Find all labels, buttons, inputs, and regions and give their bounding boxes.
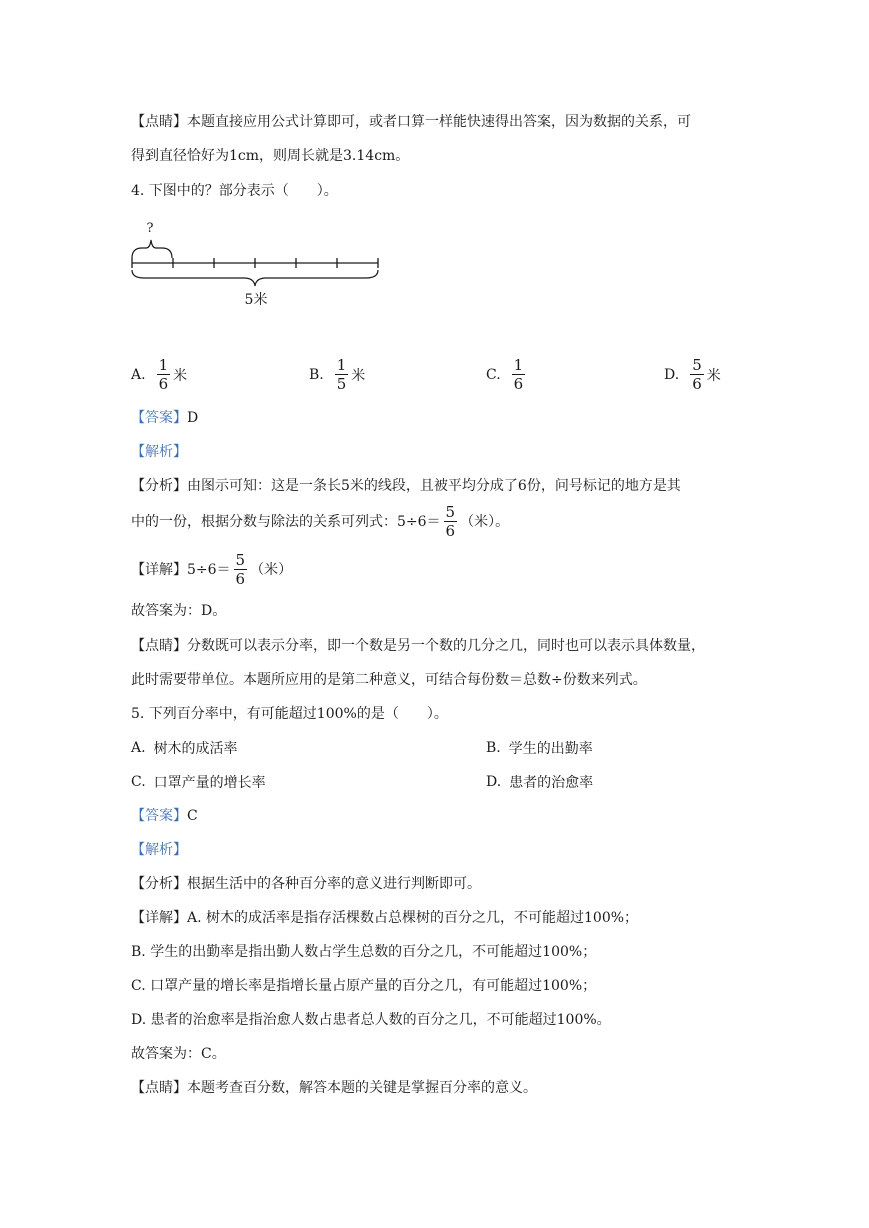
answer-tag: 【答案】 [131,808,187,824]
q4-option-c: C. $\frac{1}{6}$ [486,356,524,393]
fraction: $\frac{1}{5}$ [336,356,347,393]
fraction: $\frac{5}{6}$ [445,503,456,540]
fenxi-tag: 【分析】 [131,478,187,494]
q5-fenxi: 【分析】根据生活中的各种百分率的意义进行判断即可。 [131,876,481,892]
q5-xiangjie-b: B. 学生的出勤率是指出勤人数占学生总数的百分之几，不可能超过100%； [131,944,597,960]
q5-option-c: C. 口罩产量的增长率 [131,774,266,791]
q4-dianjing-line2: 此时需要带单位。本题所应用的是第二种意义，可结合每份数＝总数÷份数来列式。 [131,672,647,688]
fraction: $\frac{1}{6}$ [513,356,524,393]
q4-total-label: 5米 [244,292,268,308]
q5-stem: 5. 下列百分率中，有可能超过100%的是（ ）。 [131,706,448,722]
q5-xiangjie-d: D. 患者的治愈率是指治愈人数占患者总人数的百分之几，不可能超过100%。 [131,1012,611,1028]
fenxi-tag: 【分析】 [131,876,187,892]
q4-option-d: D. $\frac{5}{6}$ 米 [664,356,721,393]
q4-answer: 【答案】D [131,410,199,426]
q5-option-a: A. 树木的成活率 [131,740,238,757]
q5-answer: 【答案】C [131,808,198,824]
q5-option-d: D. 患者的治愈率 [486,774,594,791]
dianjing-tag: 【点睛】 [131,638,187,654]
fraction: $\frac{5}{6}$ [235,551,246,588]
q4-stem: 4. 下图中的？部分表示（ ）。 [131,183,338,199]
jiexi-tag: 【解析】 [131,444,187,460]
q4-fenxi-line1: 【分析】由图示可知：这是一条长5米的线段，且被平均分成了6份，问号标记的地方是其 [131,478,681,494]
q4-jiexi [131,442,187,462]
prev-dianjing-line1: 【点睛】本题直接应用公式计算即可，或者口算一样能快速得出答案，因为数据的关系，可 [131,114,691,130]
dianjing-tag: 【点睛】 [131,114,187,130]
q5-jiexi [131,840,187,860]
prev-dianjing-line2: 得到直径恰好为1cm，则周长就是3.14cm。 [131,148,410,164]
jiexi-tag: 【解析】 [131,842,187,858]
q5-xiangjie-a: 【详解】A. 树木的成活率是指存活棵数占总棵树的百分之几，不可能超过100%； [131,910,639,926]
q4-fenxi-line2: 中的一份，根据分数与除法的关系可列式：5÷6＝ $\frac{5}{6}$ （米）。 [131,503,510,540]
fraction: $\frac{1}{6}$ [158,356,169,393]
q4-segment-diagram [130,218,390,310]
q4-conclusion: 故答案为：D。 [131,603,227,619]
q4-question-mark: ? [146,221,154,236]
q5-option-b: B. 学生的出勤率 [486,740,593,757]
q4-option-a: A. $\frac{1}{6}$ 米 [131,356,188,393]
fraction: $\frac{5}{6}$ [692,356,702,393]
q5-xiangjie-c: C. 口罩产量的增长率是指增长量占原产量的百分之几，有可能超过100%； [131,978,597,994]
q4-bottom-brace [132,270,378,286]
xiangjie-tag: 【详解】 [131,910,187,926]
q5-dianjing: 【点睛】本题考查百分数，解答本题的关键是掌握百分率的意义。 [131,1080,537,1096]
dianjing-tag: 【点睛】 [131,1080,187,1096]
q4-option-b: B. $\frac{1}{5}$ 米 [309,356,366,393]
answer-tag: 【答案】 [131,410,187,426]
q4-top-brace [132,240,172,258]
q5-conclusion: 故答案为：C。 [131,1046,226,1062]
xiangjie-tag: 【详解】 [131,561,187,578]
q4-xiangjie: 【详解】 5÷6＝ $\frac{5}{6}$ （米） [131,551,293,588]
q4-dianjing-line1: 【点睛】分数既可以表示分率，即一个数是另一个数的几分之几，同时也可以表示具体数量， [131,638,705,654]
